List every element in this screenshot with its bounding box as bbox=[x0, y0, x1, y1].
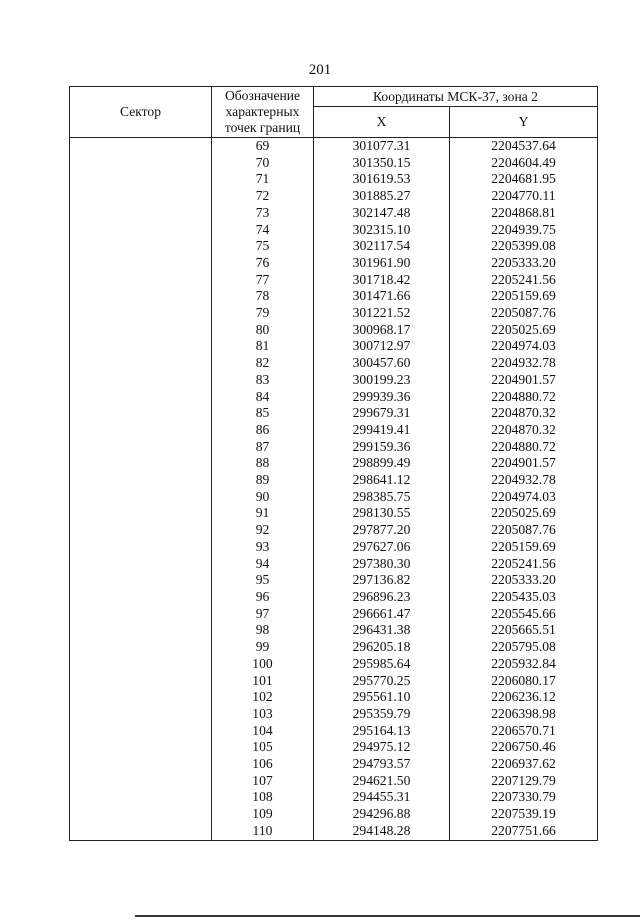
cell-y: 2205333.20 bbox=[450, 255, 598, 272]
table-row bbox=[70, 539, 598, 556]
cell-point: 72 bbox=[212, 188, 314, 205]
table-row bbox=[70, 171, 598, 188]
cell-y: 2204537.64 bbox=[450, 138, 598, 155]
cell-y: 2204770.11 bbox=[450, 188, 598, 205]
cell-x: 299419.41 bbox=[314, 422, 450, 439]
table-row bbox=[70, 155, 598, 172]
cell-sector bbox=[70, 739, 212, 756]
cell-point: 75 bbox=[212, 238, 314, 255]
cell-point: 105 bbox=[212, 739, 314, 756]
cell-sector bbox=[70, 222, 212, 239]
cell-sector bbox=[70, 539, 212, 556]
cell-x: 298899.49 bbox=[314, 455, 450, 472]
cell-x: 296431.38 bbox=[314, 622, 450, 639]
table-row bbox=[70, 389, 598, 406]
cell-y: 2204901.57 bbox=[450, 455, 598, 472]
table-row bbox=[70, 238, 598, 255]
cell-x: 294621.50 bbox=[314, 773, 450, 790]
table-body bbox=[70, 138, 598, 841]
cell-sector bbox=[70, 639, 212, 656]
cell-x: 300199.23 bbox=[314, 372, 450, 389]
table-row bbox=[70, 439, 598, 456]
cell-x: 300968.17 bbox=[314, 322, 450, 339]
cell-x: 298130.55 bbox=[314, 505, 450, 522]
cell-sector bbox=[70, 622, 212, 639]
cell-y: 2204974.03 bbox=[450, 338, 598, 355]
cell-point: 86 bbox=[212, 422, 314, 439]
table-row bbox=[70, 505, 598, 522]
cell-x: 294975.12 bbox=[314, 739, 450, 756]
cell-y: 2205241.56 bbox=[450, 556, 598, 573]
cell-x: 300712.97 bbox=[314, 338, 450, 355]
cell-point: 70 bbox=[212, 155, 314, 172]
header-point: Обозначение характерных точек границ bbox=[212, 87, 314, 138]
table-row bbox=[70, 489, 598, 506]
cell-sector bbox=[70, 138, 212, 155]
cell-x: 302117.54 bbox=[314, 238, 450, 255]
cell-y: 2205159.69 bbox=[450, 288, 598, 305]
cell-y: 2206236.12 bbox=[450, 689, 598, 706]
cell-x: 294793.57 bbox=[314, 756, 450, 773]
cell-point: 82 bbox=[212, 355, 314, 372]
cell-sector bbox=[70, 405, 212, 422]
cell-y: 2205399.08 bbox=[450, 238, 598, 255]
cell-sector bbox=[70, 255, 212, 272]
cell-x: 296896.23 bbox=[314, 589, 450, 606]
cell-x: 296205.18 bbox=[314, 639, 450, 656]
cell-point: 89 bbox=[212, 472, 314, 489]
cell-x: 301961.90 bbox=[314, 255, 450, 272]
cell-sector bbox=[70, 756, 212, 773]
cell-y: 2205241.56 bbox=[450, 272, 598, 289]
cell-x: 301471.66 bbox=[314, 288, 450, 305]
cell-y: 2205159.69 bbox=[450, 539, 598, 556]
cell-y: 2204870.32 bbox=[450, 422, 598, 439]
coordinates-table bbox=[69, 86, 598, 841]
table-row bbox=[70, 355, 598, 372]
cell-sector bbox=[70, 606, 212, 623]
table-header bbox=[70, 87, 598, 138]
table-row bbox=[70, 556, 598, 573]
table-row bbox=[70, 773, 598, 790]
cell-sector bbox=[70, 205, 212, 222]
cell-x: 302315.10 bbox=[314, 222, 450, 239]
cell-sector bbox=[70, 372, 212, 389]
cell-sector bbox=[70, 522, 212, 539]
cell-point: 81 bbox=[212, 338, 314, 355]
cell-point: 96 bbox=[212, 589, 314, 606]
cell-sector bbox=[70, 723, 212, 740]
table-row bbox=[70, 405, 598, 422]
cell-point: 90 bbox=[212, 489, 314, 506]
table-row bbox=[70, 455, 598, 472]
cell-point: 94 bbox=[212, 556, 314, 573]
header-sector: Сектор bbox=[70, 87, 212, 138]
cell-x: 297627.06 bbox=[314, 539, 450, 556]
table-row bbox=[70, 338, 598, 355]
cell-sector bbox=[70, 505, 212, 522]
cell-point: 97 bbox=[212, 606, 314, 623]
table-row bbox=[70, 472, 598, 489]
cell-y: 2204880.72 bbox=[450, 389, 598, 406]
cell-point: 103 bbox=[212, 706, 314, 723]
cell-x: 297380.30 bbox=[314, 556, 450, 573]
cell-x: 295164.13 bbox=[314, 723, 450, 740]
cell-y: 2205025.69 bbox=[450, 505, 598, 522]
cell-sector bbox=[70, 773, 212, 790]
cell-y: 2204974.03 bbox=[450, 489, 598, 506]
cell-y: 2205545.66 bbox=[450, 606, 598, 623]
cell-x: 301221.52 bbox=[314, 305, 450, 322]
cell-sector bbox=[70, 656, 212, 673]
table-row bbox=[70, 739, 598, 756]
header-y: Y bbox=[450, 107, 598, 138]
cell-x: 294148.28 bbox=[314, 823, 450, 840]
cell-y: 2206570.71 bbox=[450, 723, 598, 740]
cell-sector bbox=[70, 288, 212, 305]
table-row bbox=[70, 572, 598, 589]
table-row bbox=[70, 188, 598, 205]
cell-point: 100 bbox=[212, 656, 314, 673]
table-row bbox=[70, 806, 598, 823]
cell-sector bbox=[70, 806, 212, 823]
cell-x: 301619.53 bbox=[314, 171, 450, 188]
cell-y: 2204939.75 bbox=[450, 222, 598, 239]
cell-y: 2205087.76 bbox=[450, 305, 598, 322]
cell-sector bbox=[70, 489, 212, 506]
cell-y: 2204681.95 bbox=[450, 171, 598, 188]
cell-y: 2205087.76 bbox=[450, 522, 598, 539]
cell-sector bbox=[70, 355, 212, 372]
cell-x: 295359.79 bbox=[314, 706, 450, 723]
cell-point: 76 bbox=[212, 255, 314, 272]
cell-y: 2204932.78 bbox=[450, 472, 598, 489]
cell-point: 84 bbox=[212, 389, 314, 406]
header-coordinates: Координаты МСК-37, зона 2 bbox=[314, 87, 598, 107]
cell-point: 79 bbox=[212, 305, 314, 322]
cell-x: 302147.48 bbox=[314, 205, 450, 222]
table-row bbox=[70, 589, 598, 606]
table-row bbox=[70, 222, 598, 239]
cell-sector bbox=[70, 589, 212, 606]
cell-point: 104 bbox=[212, 723, 314, 740]
cell-y: 2206937.62 bbox=[450, 756, 598, 773]
cell-sector bbox=[70, 171, 212, 188]
cell-x: 294296.88 bbox=[314, 806, 450, 823]
cell-x: 298641.12 bbox=[314, 472, 450, 489]
cell-point: 83 bbox=[212, 372, 314, 389]
cell-x: 295561.10 bbox=[314, 689, 450, 706]
cell-x: 296661.47 bbox=[314, 606, 450, 623]
cell-y: 2206398.98 bbox=[450, 706, 598, 723]
cell-x: 294455.31 bbox=[314, 789, 450, 806]
table-row bbox=[70, 372, 598, 389]
table-row bbox=[70, 706, 598, 723]
table-row bbox=[70, 305, 598, 322]
table-row bbox=[70, 723, 598, 740]
cell-y: 2207751.66 bbox=[450, 823, 598, 840]
table-row bbox=[70, 522, 598, 539]
table-row bbox=[70, 823, 598, 840]
cell-y: 2205795.08 bbox=[450, 639, 598, 656]
cell-x: 297136.82 bbox=[314, 572, 450, 589]
cell-y: 2206750.46 bbox=[450, 739, 598, 756]
cell-x: 300457.60 bbox=[314, 355, 450, 372]
cell-y: 2206080.17 bbox=[450, 673, 598, 690]
table-row bbox=[70, 756, 598, 773]
cell-sector bbox=[70, 823, 212, 840]
cell-x: 295770.25 bbox=[314, 673, 450, 690]
cell-sector bbox=[70, 272, 212, 289]
cell-point: 80 bbox=[212, 322, 314, 339]
cell-point: 102 bbox=[212, 689, 314, 706]
cell-sector bbox=[70, 689, 212, 706]
cell-y: 2204901.57 bbox=[450, 372, 598, 389]
table-row bbox=[70, 422, 598, 439]
table-row bbox=[70, 322, 598, 339]
page-number: 201 bbox=[308, 62, 332, 78]
cell-x: 299939.36 bbox=[314, 389, 450, 406]
table-row bbox=[70, 673, 598, 690]
cell-point: 73 bbox=[212, 205, 314, 222]
table-row bbox=[70, 656, 598, 673]
cell-y: 2204604.49 bbox=[450, 155, 598, 172]
cell-y: 2205932.84 bbox=[450, 656, 598, 673]
cell-point: 71 bbox=[212, 171, 314, 188]
table-row bbox=[70, 205, 598, 222]
table-row bbox=[70, 255, 598, 272]
table-row bbox=[70, 689, 598, 706]
cell-sector bbox=[70, 673, 212, 690]
cell-sector bbox=[70, 439, 212, 456]
cell-x: 299679.31 bbox=[314, 405, 450, 422]
cell-sector bbox=[70, 422, 212, 439]
cell-point: 109 bbox=[212, 806, 314, 823]
cell-y: 2207129.79 bbox=[450, 773, 598, 790]
cell-point: 88 bbox=[212, 455, 314, 472]
cell-point: 101 bbox=[212, 673, 314, 690]
cell-y: 2207539.19 bbox=[450, 806, 598, 823]
cell-sector bbox=[70, 305, 212, 322]
cell-point: 78 bbox=[212, 288, 314, 305]
cell-sector bbox=[70, 472, 212, 489]
cell-point: 91 bbox=[212, 505, 314, 522]
cell-y: 2205333.20 bbox=[450, 572, 598, 589]
cell-y: 2204868.81 bbox=[450, 205, 598, 222]
cell-x: 297877.20 bbox=[314, 522, 450, 539]
table-row bbox=[70, 789, 598, 806]
cell-point: 107 bbox=[212, 773, 314, 790]
cell-point: 108 bbox=[212, 789, 314, 806]
cell-point: 93 bbox=[212, 539, 314, 556]
header-x: X bbox=[314, 107, 450, 138]
cell-point: 74 bbox=[212, 222, 314, 239]
cell-sector bbox=[70, 789, 212, 806]
cell-x: 301077.31 bbox=[314, 138, 450, 155]
cell-sector bbox=[70, 338, 212, 355]
table-row bbox=[70, 622, 598, 639]
cell-point: 98 bbox=[212, 622, 314, 639]
cell-sector bbox=[70, 389, 212, 406]
cell-point: 69 bbox=[212, 138, 314, 155]
cell-point: 77 bbox=[212, 272, 314, 289]
cell-x: 299159.36 bbox=[314, 439, 450, 456]
cell-sector bbox=[70, 706, 212, 723]
scan-edge-line bbox=[135, 915, 640, 917]
cell-y: 2205665.51 bbox=[450, 622, 598, 639]
cell-point: 95 bbox=[212, 572, 314, 589]
cell-point: 87 bbox=[212, 439, 314, 456]
cell-y: 2204932.78 bbox=[450, 355, 598, 372]
cell-point: 110 bbox=[212, 823, 314, 840]
table-row bbox=[70, 606, 598, 623]
table-row bbox=[70, 138, 598, 155]
table-row bbox=[70, 288, 598, 305]
cell-point: 85 bbox=[212, 405, 314, 422]
table-row bbox=[70, 272, 598, 289]
cell-sector bbox=[70, 556, 212, 573]
cell-y: 2207330.79 bbox=[450, 789, 598, 806]
cell-y: 2204880.72 bbox=[450, 439, 598, 456]
cell-sector bbox=[70, 238, 212, 255]
cell-sector bbox=[70, 188, 212, 205]
table-row bbox=[70, 639, 598, 656]
cell-sector bbox=[70, 155, 212, 172]
cell-point: 99 bbox=[212, 639, 314, 656]
cell-sector bbox=[70, 455, 212, 472]
cell-x: 301885.27 bbox=[314, 188, 450, 205]
cell-y: 2204870.32 bbox=[450, 405, 598, 422]
cell-x: 295985.64 bbox=[314, 656, 450, 673]
cell-point: 92 bbox=[212, 522, 314, 539]
cell-sector bbox=[70, 322, 212, 339]
cell-point: 106 bbox=[212, 756, 314, 773]
cell-x: 298385.75 bbox=[314, 489, 450, 506]
cell-y: 2205025.69 bbox=[450, 322, 598, 339]
cell-sector bbox=[70, 572, 212, 589]
cell-y: 2205435.03 bbox=[450, 589, 598, 606]
cell-x: 301350.15 bbox=[314, 155, 450, 172]
cell-x: 301718.42 bbox=[314, 272, 450, 289]
